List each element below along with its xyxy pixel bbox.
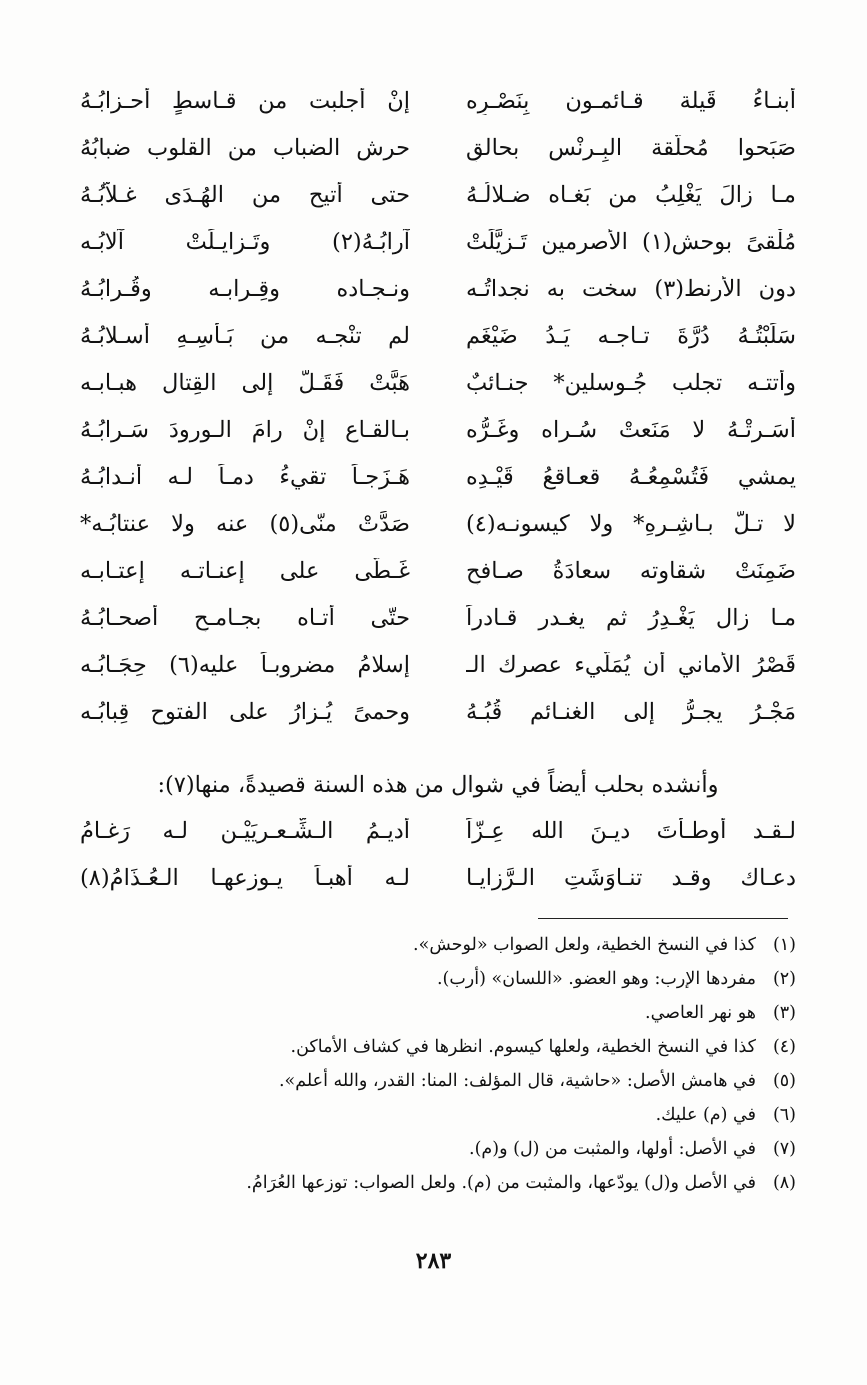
hemistich-first: مـا زال يَغْـدِرُ ثم يغـدر قـادراً (466, 605, 796, 631)
footnote (80, 928, 796, 962)
verse-row (80, 501, 796, 548)
verse-row (80, 689, 796, 736)
hemistich-first: لا تـلّ بـاشِـرهِ* ولا كيسونـه(٤) (466, 511, 796, 537)
verse-row (80, 642, 796, 689)
hemistich-second: لم تنْجـه من بَـأْسِـهِ أسـلابُـهُ (80, 323, 410, 349)
hemistich-first: دعـاك وقـد تنـاوَشَتِ الـرَّزايـا (466, 865, 796, 891)
footnote (80, 1064, 796, 1098)
footnote-number: (٤) (772, 1037, 796, 1057)
footnote-text: في (م) عليك. (655, 1105, 756, 1125)
footnote-text: كذا في النسخ الخطية، ولعلها كيسوم. انظرها في كشاف الأماكن. (290, 1037, 756, 1057)
hemistich-first: صَبَحوا مُحلَّقة البِـرنْس بحالقٍ (466, 135, 796, 161)
hemistich-first: دون الأُرنط(٣) سخت به نجداتُـه (466, 276, 796, 302)
hemistich-first: أسَـرتْـهُ لا مَنَعتْ سُـراه وغَـرُّه (466, 417, 796, 443)
footnote-number: (٣) (772, 1003, 796, 1023)
hemistich-first: لـقـد أوطـأتَ ديـنَ الله عِـزّاً (466, 818, 796, 844)
footnotes (80, 928, 796, 1200)
footnote-number: (٢) (772, 969, 796, 989)
intro-line: وأنشده بحلب أيضاً في شوال من هذه السنة قصيدةً، منها(٧): (157, 772, 719, 798)
footnote-divider (538, 918, 788, 919)
footnote (80, 996, 796, 1030)
hemistich-second: ونـجـاده وقِـرابـه وقُـرابُـهُ (80, 276, 410, 302)
page-number: ٢٨٣ (415, 1248, 452, 1274)
hemistich-second: حتّى أتـاه بجـامـحٍ أصحـابُـهُ (80, 605, 410, 631)
footnote-text: في الأصل و(ل) يودّعها، والمثبت من (م). ولعل الصواب: توزعها العُرَامُ. (246, 1173, 756, 1193)
hemistich-first: مُلْقىً بوحش(١) الأصرمين تَـزيَّلَتْ (466, 229, 796, 255)
verse-row (80, 360, 796, 407)
hemistich-first: مـا زالَ يَغْلِبُ من بَغـاه ضـلالُـهُ (466, 182, 796, 208)
poem-verses (80, 78, 796, 736)
poem-verses-second (80, 808, 796, 902)
verse-row (80, 172, 796, 219)
verse-row (80, 595, 796, 642)
hemistich-second: هَبَّتْ فَقَـلَّ إلى القِتال هبـابـه (80, 370, 410, 396)
hemistich-second: هَـزَجـاً تقيءُ دمـاً لـه أنـدابُـهُ (80, 464, 410, 490)
hemistich-second: وحمىً يُـزارُ على الفتوحِ قِبابُـه (80, 699, 410, 725)
verse-row (80, 313, 796, 360)
hemistich-first: قَصْرُ الأماني أن يُمَلّيء عصرك الـ (466, 652, 796, 678)
footnote-text: في هامش الأصل: «حاشية، قال المؤلف: المنا: القدر، والله أعلم». (278, 1071, 756, 1091)
hemistich-first: وأتتـه تجلب جُـوسلين* جنـائبٌ (466, 370, 796, 396)
verse-row (80, 407, 796, 454)
hemistich-second: آرابُـهُ(٢) وتَـزايـلَتْ آلابُـه (80, 229, 410, 255)
verse-row (80, 78, 796, 125)
footnote-number: (٦) (772, 1105, 796, 1125)
footnote-number: (٥) (772, 1071, 796, 1091)
verse-row (80, 548, 796, 595)
hemistich-second: بـالقـاع إنْ رامَ الـورودَ سَـرابُـهُ (80, 417, 410, 443)
verse-row (80, 808, 796, 855)
hemistich-first: مَجْـرُ يجـرُّ إلى الغنـائم قُبُـهُ (466, 699, 796, 725)
footnote-text: كذا في النسخ الخطية، ولعل الصواب «لوحش». (413, 935, 756, 955)
footnote-text: مفردها الإرب: وهو العضو. «اللسان» (أرب). (436, 969, 756, 989)
footnote (80, 1132, 796, 1166)
hemistich-second: حتى أُتيح من الهُـدَى غـلاَّبُـهُ (80, 182, 410, 208)
hemistich-second: حرش الضباب من القلوب ضبابُهُ (80, 135, 410, 161)
hemistich-second: لـه أهبـاً يـوزعهـا الـعُـذَامُ(٨) (80, 865, 410, 891)
footnote (80, 1098, 796, 1132)
verse-row (80, 266, 796, 313)
footnote-text: هو نهر العاصي. (645, 1003, 756, 1023)
footnote (80, 962, 796, 996)
footnote-number: (٧) (772, 1139, 796, 1159)
hemistich-second: إنْ أجلبت من قـاسطٍ أحـزابُـهُ (80, 88, 410, 114)
hemistich-second: إسلامُ مضروبـاً عليه(٦) حِجَـابُـه (80, 652, 410, 678)
footnote-number: (٨) (772, 1173, 796, 1193)
hemistich-first: أبنـاءُ قَيلة قـائمـون بِنَصْـرِه (466, 88, 796, 114)
hemistich-second: صَدَّتْ منّى(٥) عنه ولا عنتابُـه* (80, 511, 410, 537)
hemistich-first: ضَمِنَتْ شقاوته سعادَةُ صـافحٍ (466, 558, 796, 584)
footnote (80, 1030, 796, 1064)
hemistich-second: غَـطَّى على إعنـاتـه إعتـابـه (80, 558, 410, 584)
hemistich-first: سَلَبْتُـهُ دُرَّةَ تـاجـه يَـدُ ضَيْغَمٍ (466, 323, 796, 349)
hemistich-second: أديـمُ الـشِّـعـريَيْـنِ لـه رَغـامُ (80, 818, 410, 844)
footnote-number: (١) (772, 935, 796, 955)
verse-row (80, 219, 796, 266)
footnote-text: في الأصل: أولها، والمثبت من (ل) و(م). (469, 1139, 756, 1159)
hemistich-first: يمشي فَتُسْمِعُـهُ قعـاقعُ قَيْـدِه (466, 464, 796, 490)
verse-row (80, 454, 796, 501)
verse-row (80, 855, 796, 902)
verse-row (80, 125, 796, 172)
footnote (80, 1166, 796, 1200)
